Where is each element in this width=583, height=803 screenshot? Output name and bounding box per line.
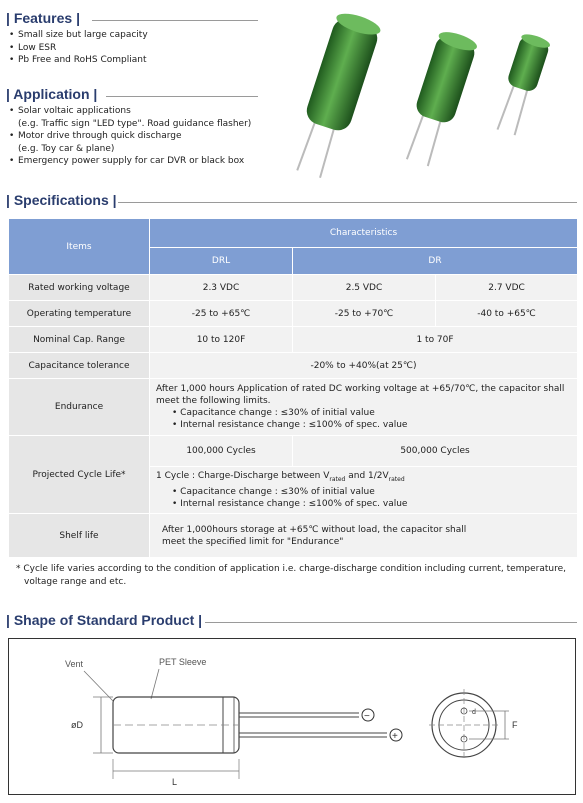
footnote-line: voltage range and etc. xyxy=(24,576,127,587)
d-label: d xyxy=(472,709,476,716)
cell-value: 2.5 VDC xyxy=(293,275,436,301)
header-characteristics: Characteristics xyxy=(150,219,578,248)
cell-value: 1 to 70F xyxy=(293,327,578,353)
pet-sleeve-label: PET Sleeve xyxy=(159,657,207,667)
application-item: • Solar voltaic applications xyxy=(8,105,251,118)
feature-item: • Low ESR xyxy=(8,42,148,55)
application-item: (e.g. Toy car & plane) xyxy=(18,143,115,154)
shelf-text: meet the specified limit for "Endurance" xyxy=(162,536,344,547)
header-dr: DR xyxy=(293,248,578,275)
cell-value: 2.3 VDC xyxy=(150,275,293,301)
capacitor-medium xyxy=(399,28,479,169)
row-label: Operating temperature xyxy=(9,301,150,327)
cell-value: -20% to +40%(at 25℃) xyxy=(150,353,578,379)
application-item: • Emergency power supply for car DVR or black box xyxy=(8,155,251,168)
feature-item: • Small size but large capacity xyxy=(8,29,148,42)
application-item: (e.g. Traffic sign "LED type". Road guidance flasher) xyxy=(18,118,252,129)
cycle-cell xyxy=(150,467,578,514)
header-items: Items xyxy=(9,219,150,275)
od-label: øD xyxy=(71,720,83,730)
feature-item: • Pb Free and RoHS Compliant xyxy=(8,54,148,67)
specifications-table xyxy=(8,218,578,558)
features-list xyxy=(8,29,148,67)
plus-sign: + xyxy=(392,731,398,742)
specifications-rule xyxy=(118,202,577,203)
cell-value: 500,000 Cycles xyxy=(293,436,578,467)
cell-value: 2.7 VDC xyxy=(436,275,578,301)
row-label: Shelf life xyxy=(9,514,150,558)
dimension-drawing xyxy=(8,638,576,795)
f-label: F xyxy=(512,720,518,730)
capacitor-small xyxy=(492,32,552,137)
footnote xyxy=(16,563,571,588)
endurance-text: After 1,000 hours Application of rated DC working voltage at +65/70℃, the capacitor shall meet the following limits. xyxy=(156,384,565,406)
features-heading: | Features | xyxy=(6,10,80,26)
application-list xyxy=(8,105,251,168)
cell-value: -25 to +65℃ xyxy=(150,301,293,327)
l-label: L xyxy=(172,777,178,787)
cell-value: 100,000 Cycles xyxy=(150,436,293,467)
endurance-cell xyxy=(150,379,578,436)
header-drl: DRL xyxy=(150,248,293,275)
features-rule xyxy=(92,20,258,21)
shape-rule xyxy=(205,622,577,623)
application-heading: | Application | xyxy=(6,86,98,102)
application-rule xyxy=(106,96,258,97)
cell-value: -40 to +65℃ xyxy=(436,301,578,327)
cycle-bullet: • Internal resistance change : ≤100% of spec. value xyxy=(172,498,571,510)
cycle-text: 1 Cycle : Charge-Discharge between $V_{rated}$ and $1/2V_{rated}$ xyxy=(156,471,405,483)
shape-heading: | Shape of Standard Product | xyxy=(6,612,203,628)
shelf-text: After 1,000hours storage at +65℃ without load, the capacitor shall xyxy=(162,524,467,535)
endurance-bullet: • Capacitance change : ≤30% of initial value xyxy=(172,407,571,419)
footnote-line: * Cycle life varies according to the condition of application i.e. charge-discharge condition including current, temperature, xyxy=(16,564,566,574)
vent-label: Vent xyxy=(65,659,84,669)
capacitor-photo xyxy=(268,8,573,188)
cell-value: 10 to 120F xyxy=(150,327,293,353)
shelf-cell xyxy=(150,514,578,558)
application-item: • Motor drive through quick discharge xyxy=(8,130,251,143)
row-label: Projected Cycle Life* xyxy=(9,436,150,514)
row-label: Rated working voltage xyxy=(9,275,150,301)
minus-sign: − xyxy=(364,711,370,722)
cycle-bullet: • Capacitance change : ≤30% of initial value xyxy=(172,486,571,498)
specifications-heading: | Specifications | xyxy=(6,192,117,208)
row-label: Capacitance tolerance xyxy=(9,353,150,379)
endurance-bullet: • Internal resistance change : ≤100% of spec. value xyxy=(172,419,571,431)
row-label: Nominal Cap. Range xyxy=(9,327,150,353)
capacitor-large xyxy=(288,9,383,181)
cell-value: -25 to +70℃ xyxy=(293,301,436,327)
row-label: Endurance xyxy=(9,379,150,436)
